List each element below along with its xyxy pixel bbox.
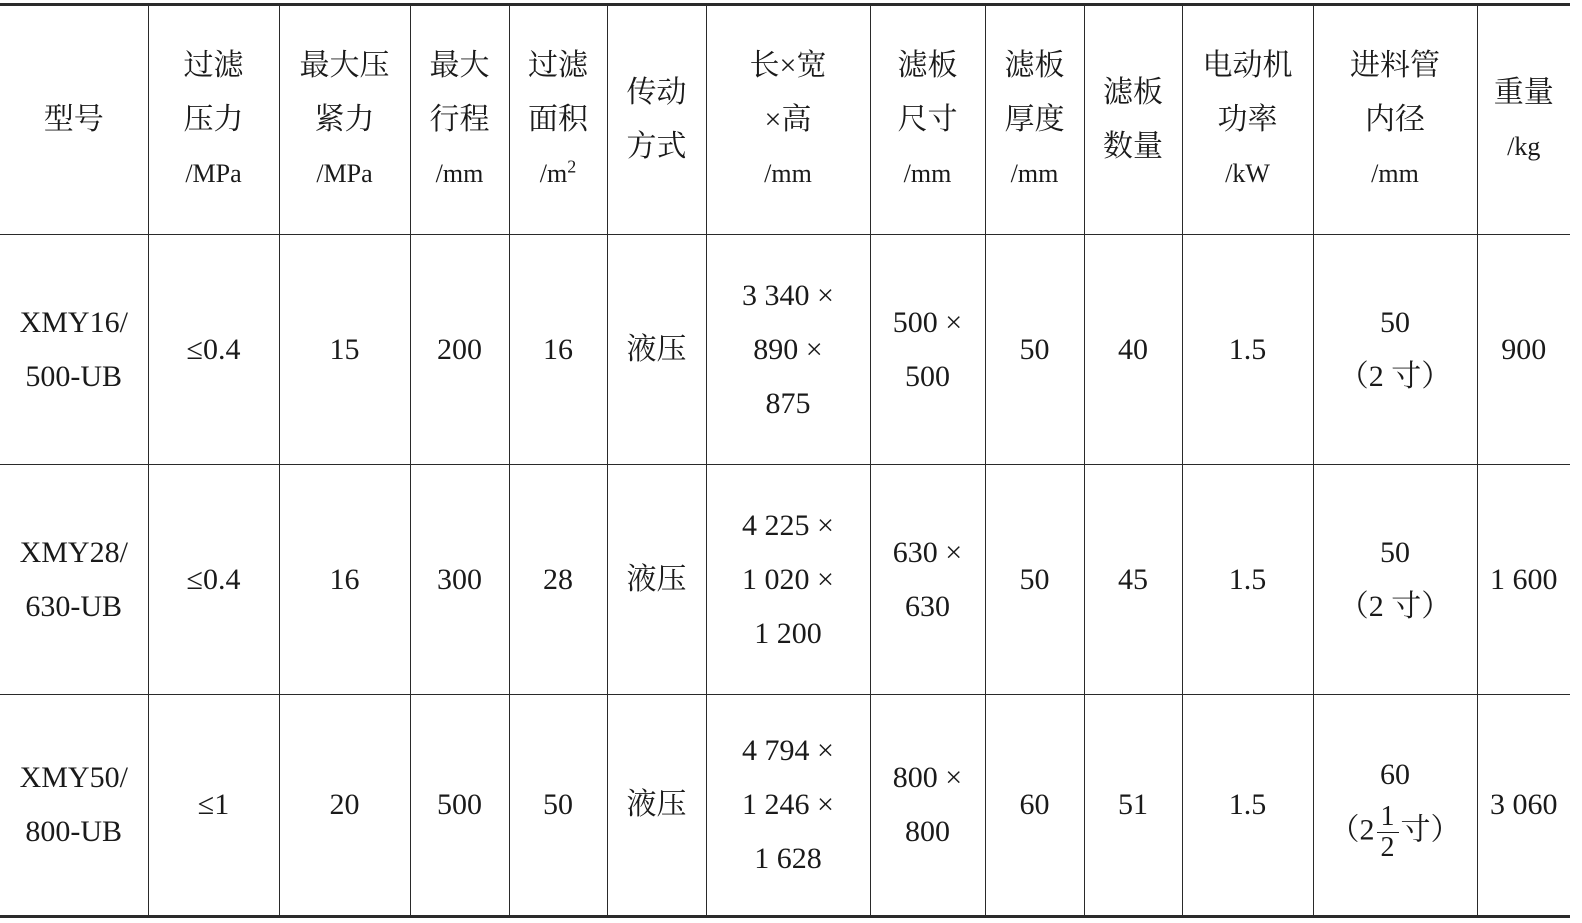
header-model: 型号 xyxy=(0,5,148,235)
cell-max-clamp-force: 15 xyxy=(279,235,410,465)
header-weight: 重量 /kg xyxy=(1477,5,1570,235)
inlet-fraction-line xyxy=(1314,802,1477,863)
cell-plate-size: 800 × 800 xyxy=(870,695,985,917)
cell-plate-count: 45 xyxy=(1084,465,1182,695)
header-filter-pressure: 过滤 压力 /MPa xyxy=(148,5,279,235)
inlet-fraction: （2 $\frac{1}{2}$ 寸） xyxy=(1329,800,1461,863)
cell-filter-pressure: ≤0.4 xyxy=(148,465,279,695)
cell-motor-power: 1.5 xyxy=(1182,695,1313,917)
cell-inlet-diameter: 50 （2 寸） xyxy=(1313,235,1477,465)
cell-model: XMY16/ 500-UB xyxy=(0,235,148,465)
cell-max-stroke: 500 xyxy=(410,695,509,917)
cell-filter-area: 50 xyxy=(509,695,607,917)
filter-press-spec-table xyxy=(0,3,1570,918)
header-drive-type: 传动 方式 xyxy=(607,5,706,235)
fraction: $\frac{1}{2}$ xyxy=(1377,802,1399,863)
header-plate-size: 滤板 尺寸 /mm xyxy=(870,5,985,235)
cell-max-stroke: 200 xyxy=(410,235,509,465)
cell-drive-type: 液压 xyxy=(607,695,706,917)
cell-inlet-diameter: 50 （2 寸） xyxy=(1313,465,1477,695)
header-motor-power: 电动机 功率 /kW xyxy=(1182,5,1313,235)
cell-inlet-diameter: 60 （2 $\frac{1}{2}$ 寸） xyxy=(1313,695,1477,917)
cell-dimensions: 3 340 × 890 × 875 xyxy=(706,235,870,465)
table-row xyxy=(0,465,1570,695)
cell-dimensions: 4 794 × 1 246 × 1 628 xyxy=(706,695,870,917)
table-row xyxy=(0,235,1570,465)
cell-drive-type: 液压 xyxy=(607,465,706,695)
header-plate-count: 滤板 数量 xyxy=(1084,5,1182,235)
cell-plate-size: 500 × 500 xyxy=(870,235,985,465)
cell-filter-pressure: ≤0.4 xyxy=(148,235,279,465)
cell-plate-count: 40 xyxy=(1084,235,1182,465)
header-plate-thickness: 滤板 厚度 /mm xyxy=(985,5,1084,235)
cell-weight: 900 xyxy=(1477,235,1570,465)
cell-model: XMY28/ 630-UB xyxy=(0,465,148,695)
cell-plate-size: 630 × 630 xyxy=(870,465,985,695)
cell-plate-thickness: 50 xyxy=(985,235,1084,465)
cell-max-stroke: 300 xyxy=(410,465,509,695)
cell-model: XMY50/ 800-UB xyxy=(0,695,148,917)
cell-motor-power: 1.5 xyxy=(1182,465,1313,695)
header-inlet-diameter: 进料管 内径 /mm xyxy=(1313,5,1477,235)
cell-filter-area: 28 xyxy=(509,465,607,695)
cell-filter-area: 16 xyxy=(509,235,607,465)
cell-plate-count: 51 xyxy=(1084,695,1182,917)
cell-weight: 3 060 xyxy=(1477,695,1570,917)
cell-max-clamp-force: 16 xyxy=(279,465,410,695)
header-dimensions: 长×宽 ×高 /mm xyxy=(706,5,870,235)
cell-plate-thickness: 50 xyxy=(985,465,1084,695)
header-row xyxy=(0,5,1570,235)
cell-weight: 1 600 xyxy=(1477,465,1570,695)
cell-max-clamp-force: 20 xyxy=(279,695,410,917)
table-row xyxy=(0,695,1570,917)
cell-dimensions: 4 225 × 1 020 × 1 200 xyxy=(706,465,870,695)
cell-motor-power: 1.5 xyxy=(1182,235,1313,465)
cell-drive-type: 液压 xyxy=(607,235,706,465)
cell-plate-thickness: 60 xyxy=(985,695,1084,917)
header-max-stroke: 最大 行程 /mm xyxy=(410,5,509,235)
header-filter-area: 过滤 面积 $/m^2$ xyxy=(509,5,607,235)
header-max-clamp-force: 最大压 紧力 /MPa xyxy=(279,5,410,235)
cell-filter-pressure: ≤1 xyxy=(148,695,279,917)
